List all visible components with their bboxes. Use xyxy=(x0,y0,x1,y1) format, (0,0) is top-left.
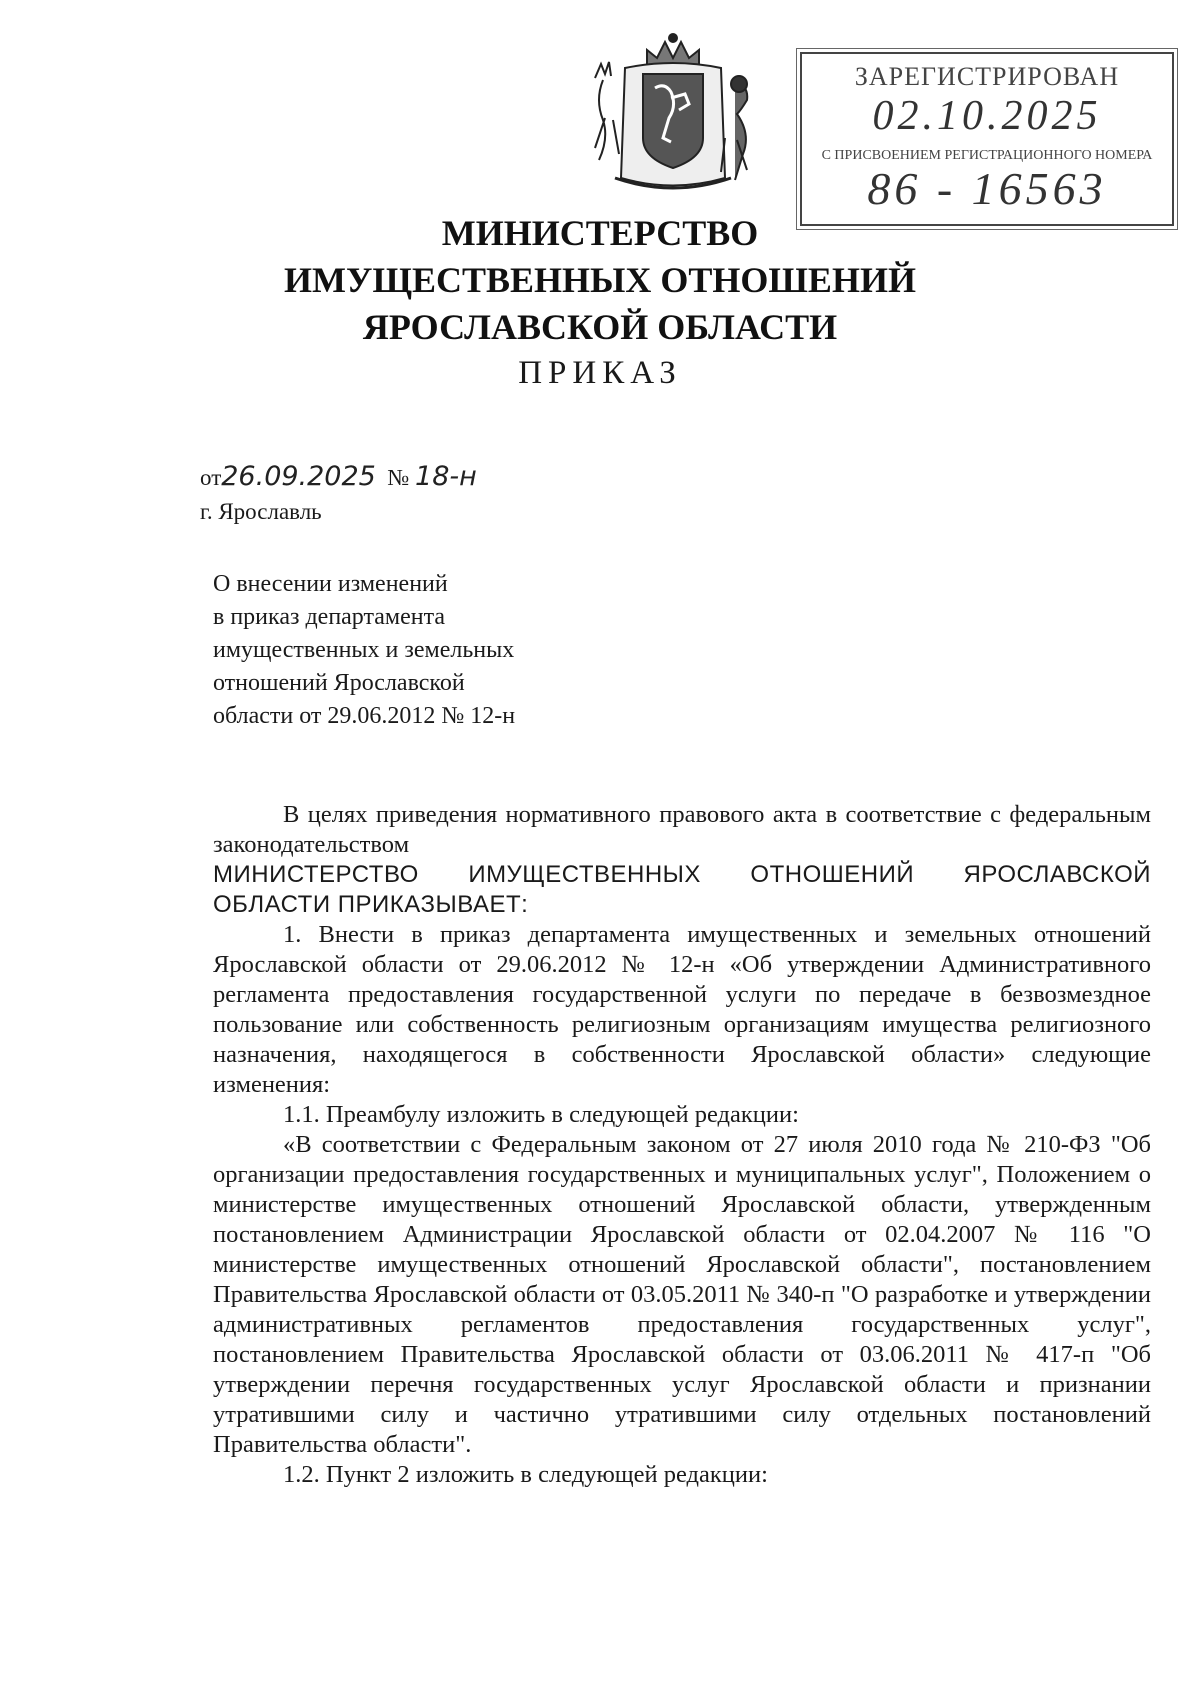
stamp-subtitle: С ПРИСВОЕНИЕМ РЕГИСТРАЦИОННОГО НОМЕРА xyxy=(821,148,1153,163)
coat-of-arms-emblem xyxy=(585,28,760,198)
subject-line: области от 29.06.2012 № 12-н xyxy=(213,703,516,729)
stamp-title: ЗАРЕГИСТРИРОВАН xyxy=(854,62,1120,91)
ministry-title xyxy=(0,210,1200,351)
document-type: ПРИКАЗ xyxy=(518,355,682,391)
number-label: № xyxy=(387,465,410,490)
handwritten-date: 26.09.2025 xyxy=(221,461,376,492)
body-paragraph-preamble: «В соответствии с Федеральным законом от 27 июля 2010 года № 210-ФЗ "Об организации предоставления государственных и муниципальных услуг", Положением о министерстве имущественных отношений Ярославской области, утвержденным постановлением Администрации Ярославской области от 02.04.2007 № 116 "О министерстве имущественных отношений Ярославской области", постановлением Правительства Ярославской области от 03.05.2011 № 340-п "О разработке и утверждении административных регламентов предоставления государственных услуг", постановлением Правительства Ярославской области от 03.06.2011 № 417-п "Об утверждении перечня государственных услуг Ярославской области и признании утратившими силу и частично утратившими силу отдельных постановлений Правительства области". xyxy=(213,1131,1151,1458)
registration-stamp xyxy=(800,52,1174,226)
subject-line: в приказ департамента xyxy=(213,604,446,630)
body-paragraph-item-1: 1. Внести в приказ департамента имущественных и земельных отношений Ярославской области от 29.06.2012 № 12-н «Об утверждении Административного регламента предоставления государственной услуги по передаче в безвозмездное пользование или собственность религиозным организациям имущества религиозного назначения, находящегося в собственности Ярославской области» следующие изменения: xyxy=(213,921,1151,1098)
body-paragraph-item-1-2: 1.2. Пункт 2 изложить в следующей редакции: xyxy=(283,1461,768,1488)
subject-line: отношений Ярославской xyxy=(213,670,465,696)
handwritten-number: 18-н xyxy=(415,461,477,492)
from-label: от xyxy=(200,465,222,490)
subject-line: О внесении изменений xyxy=(213,571,448,597)
body-paragraph-item-1-1: 1.1. Преамбулу изложить в следующей редакции: xyxy=(283,1101,799,1128)
ministry-line-3: ЯРОСЛАВСКОЙ ОБЛАСТИ xyxy=(362,307,838,347)
body-ministry-orders-line2: ОБЛАСТИ ПРИКАЗЫВАЕТ: xyxy=(213,891,529,918)
ministry-line-1: МИНИСТЕРСТВО xyxy=(441,213,759,253)
body-ministry-orders-line1: МИНИСТЕРСТВО ИМУЩЕСТВЕННЫХ ОТНОШЕНИЙ ЯРОСЛАВСКОЙ xyxy=(213,861,1151,888)
date-number-line xyxy=(200,460,477,495)
subject-line: имущественных и земельных xyxy=(213,637,515,663)
ministry-line-2: ИМУЩЕСТВЕННЫХ ОТНОШЕНИЙ xyxy=(284,260,916,300)
document-subject xyxy=(213,568,515,733)
stamp-number: 86 - 16563 xyxy=(867,163,1107,214)
document-meta xyxy=(200,460,477,529)
stamp-date: 02.10.2025 xyxy=(872,93,1102,139)
document-body xyxy=(213,800,1151,1490)
body-paragraph-intro: В целях приведения нормативного правового акта в соответствие с федеральным законодательством xyxy=(213,801,1151,858)
city: г. Ярославль xyxy=(200,499,322,524)
